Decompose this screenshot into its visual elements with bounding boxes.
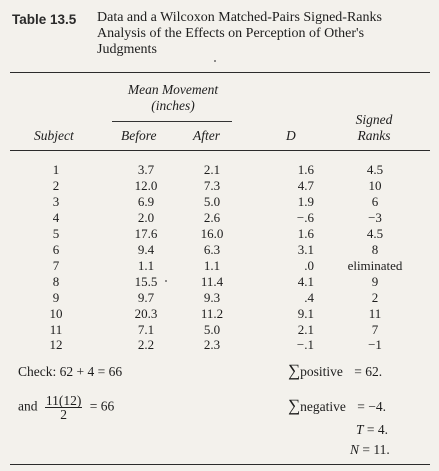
cell-d: 4.1 [297,273,314,289]
table-row [0,258,439,273]
check-line: Check: 62 + 4 = 66 [18,364,123,379]
cell-d: −.6 [296,209,314,225]
cell-subject: 12 [49,337,63,353]
cell-subject: 4 [52,209,60,225]
print-speck [214,60,216,62]
header-rule [10,150,430,151]
cell-signed-rank: 9 [371,273,379,289]
t-value: = 4. [366,422,389,437]
cell-d: −.1 [296,337,314,353]
sigma-icon: ∑ [288,361,301,380]
cell-after: 1.1 [203,257,221,273]
n-statistic [350,442,390,458]
cell-d: 4.7 [297,177,314,193]
sigma-icon: ∑ [288,396,301,415]
table-row [0,162,439,177]
cell-d: 1.6 [297,162,314,177]
cell-subject: 9 [52,289,60,305]
table-caption: Data and a Wilcoxon Matched-Pairs Signed-Ranks Analysis of the Effects on Perception of Other's Judgments [97,10,382,57]
header-subject: Subject [34,128,74,143]
and-label: and [18,398,38,414]
cell-before: 2.0 [137,209,155,225]
cell-before: 12.0 [134,177,158,193]
print-speck [165,280,167,282]
table-row [0,290,439,305]
table-row [0,194,439,209]
t-statistic [356,422,388,438]
cell-after: 2.1 [203,162,221,177]
cell-signed-rank: 4.5 [366,162,384,177]
cell-d: .4 [304,289,314,305]
cell-d: 2.1 [297,321,314,337]
cell-after: 5.0 [203,193,221,209]
cell-subject: 3 [52,193,60,209]
cell-signed-rank: 4.5 [366,225,384,241]
sum-negative-line [288,396,386,416]
header-d: D [286,128,296,143]
cell-before: 6.9 [137,193,155,209]
cell-after: 6.3 [203,241,221,257]
table-row [0,210,439,225]
cell-subject: 10 [49,305,63,321]
cell-before: 15.5 [134,273,158,289]
fraction-line [18,394,114,421]
cell-before: 7.1 [137,321,155,337]
cell-signed-rank: 6 [371,193,379,209]
fraction-denominator: 2 [60,407,67,422]
table-row [0,306,439,321]
cell-subject: 8 [52,273,60,289]
cell-subject: 6 [52,241,60,257]
cell-after: 11.2 [200,305,224,321]
fraction [45,394,83,421]
sum-positive-line [288,361,382,381]
cell-before: 9.7 [137,289,155,305]
cell-before: 2.2 [137,337,155,353]
cell-after: 5.0 [203,321,221,337]
cell-signed-rank: 2 [371,289,379,305]
fraction-result: = 66 [89,398,115,414]
cell-after: 16.0 [200,225,224,241]
cell-subject: 11 [49,321,63,337]
cell-d: .0 [304,257,314,273]
cell-signed-rank: eliminated [347,257,403,273]
cell-subject: 1 [52,162,60,177]
cell-subject: 7 [52,257,60,273]
table-row [0,322,439,337]
positive-label: positive [300,364,343,379]
header-after: After [193,128,220,143]
header-mean-movement: Mean Movement (inches) [127,82,219,113]
n-label: N [350,442,360,457]
cell-signed-rank: 7 [371,321,379,337]
cell-before: 17.6 [134,225,158,241]
cell-d: 1.6 [297,225,314,241]
cell-signed-rank: 10 [368,177,382,193]
bottom-rule [10,464,430,465]
cell-after: 2.3 [203,337,221,353]
table-row [0,274,439,289]
cell-before: 20.3 [134,305,158,321]
cell-before: 9.4 [137,241,155,257]
mean-movement-underline [112,121,232,122]
cell-after: 11.4 [200,273,224,289]
n-value: = 11. [362,442,390,457]
table-row [0,226,439,241]
positive-value: = 62. [354,364,383,379]
cell-before: 3.7 [137,162,155,177]
top-rule [10,72,430,73]
cell-signed-rank: 8 [371,241,379,257]
header-signed-ranks: Signed Ranks [355,112,393,143]
negative-label: negative [300,399,346,414]
cell-signed-rank: 11 [368,305,382,321]
cell-d: 3.1 [297,241,314,257]
table-row [0,178,439,193]
table-row [0,242,439,257]
cell-d: 9.1 [297,305,314,321]
cell-after: 2.6 [203,209,221,225]
cell-d: 1.9 [297,193,314,209]
cell-signed-rank: −1 [368,337,382,353]
fraction-numerator: 11(12) [45,393,82,408]
t-label: T [356,422,364,437]
cell-subject: 5 [52,225,60,241]
cell-signed-rank: −3 [368,209,382,225]
table-number: Table 13.5 [12,12,77,27]
header-before: Before [121,128,157,143]
cell-before: 1.1 [137,257,155,273]
negative-value: = −4. [357,399,386,414]
table-row [0,337,439,352]
cell-subject: 2 [52,177,60,193]
cell-after: 9.3 [203,289,221,305]
cell-after: 7.3 [203,177,221,193]
